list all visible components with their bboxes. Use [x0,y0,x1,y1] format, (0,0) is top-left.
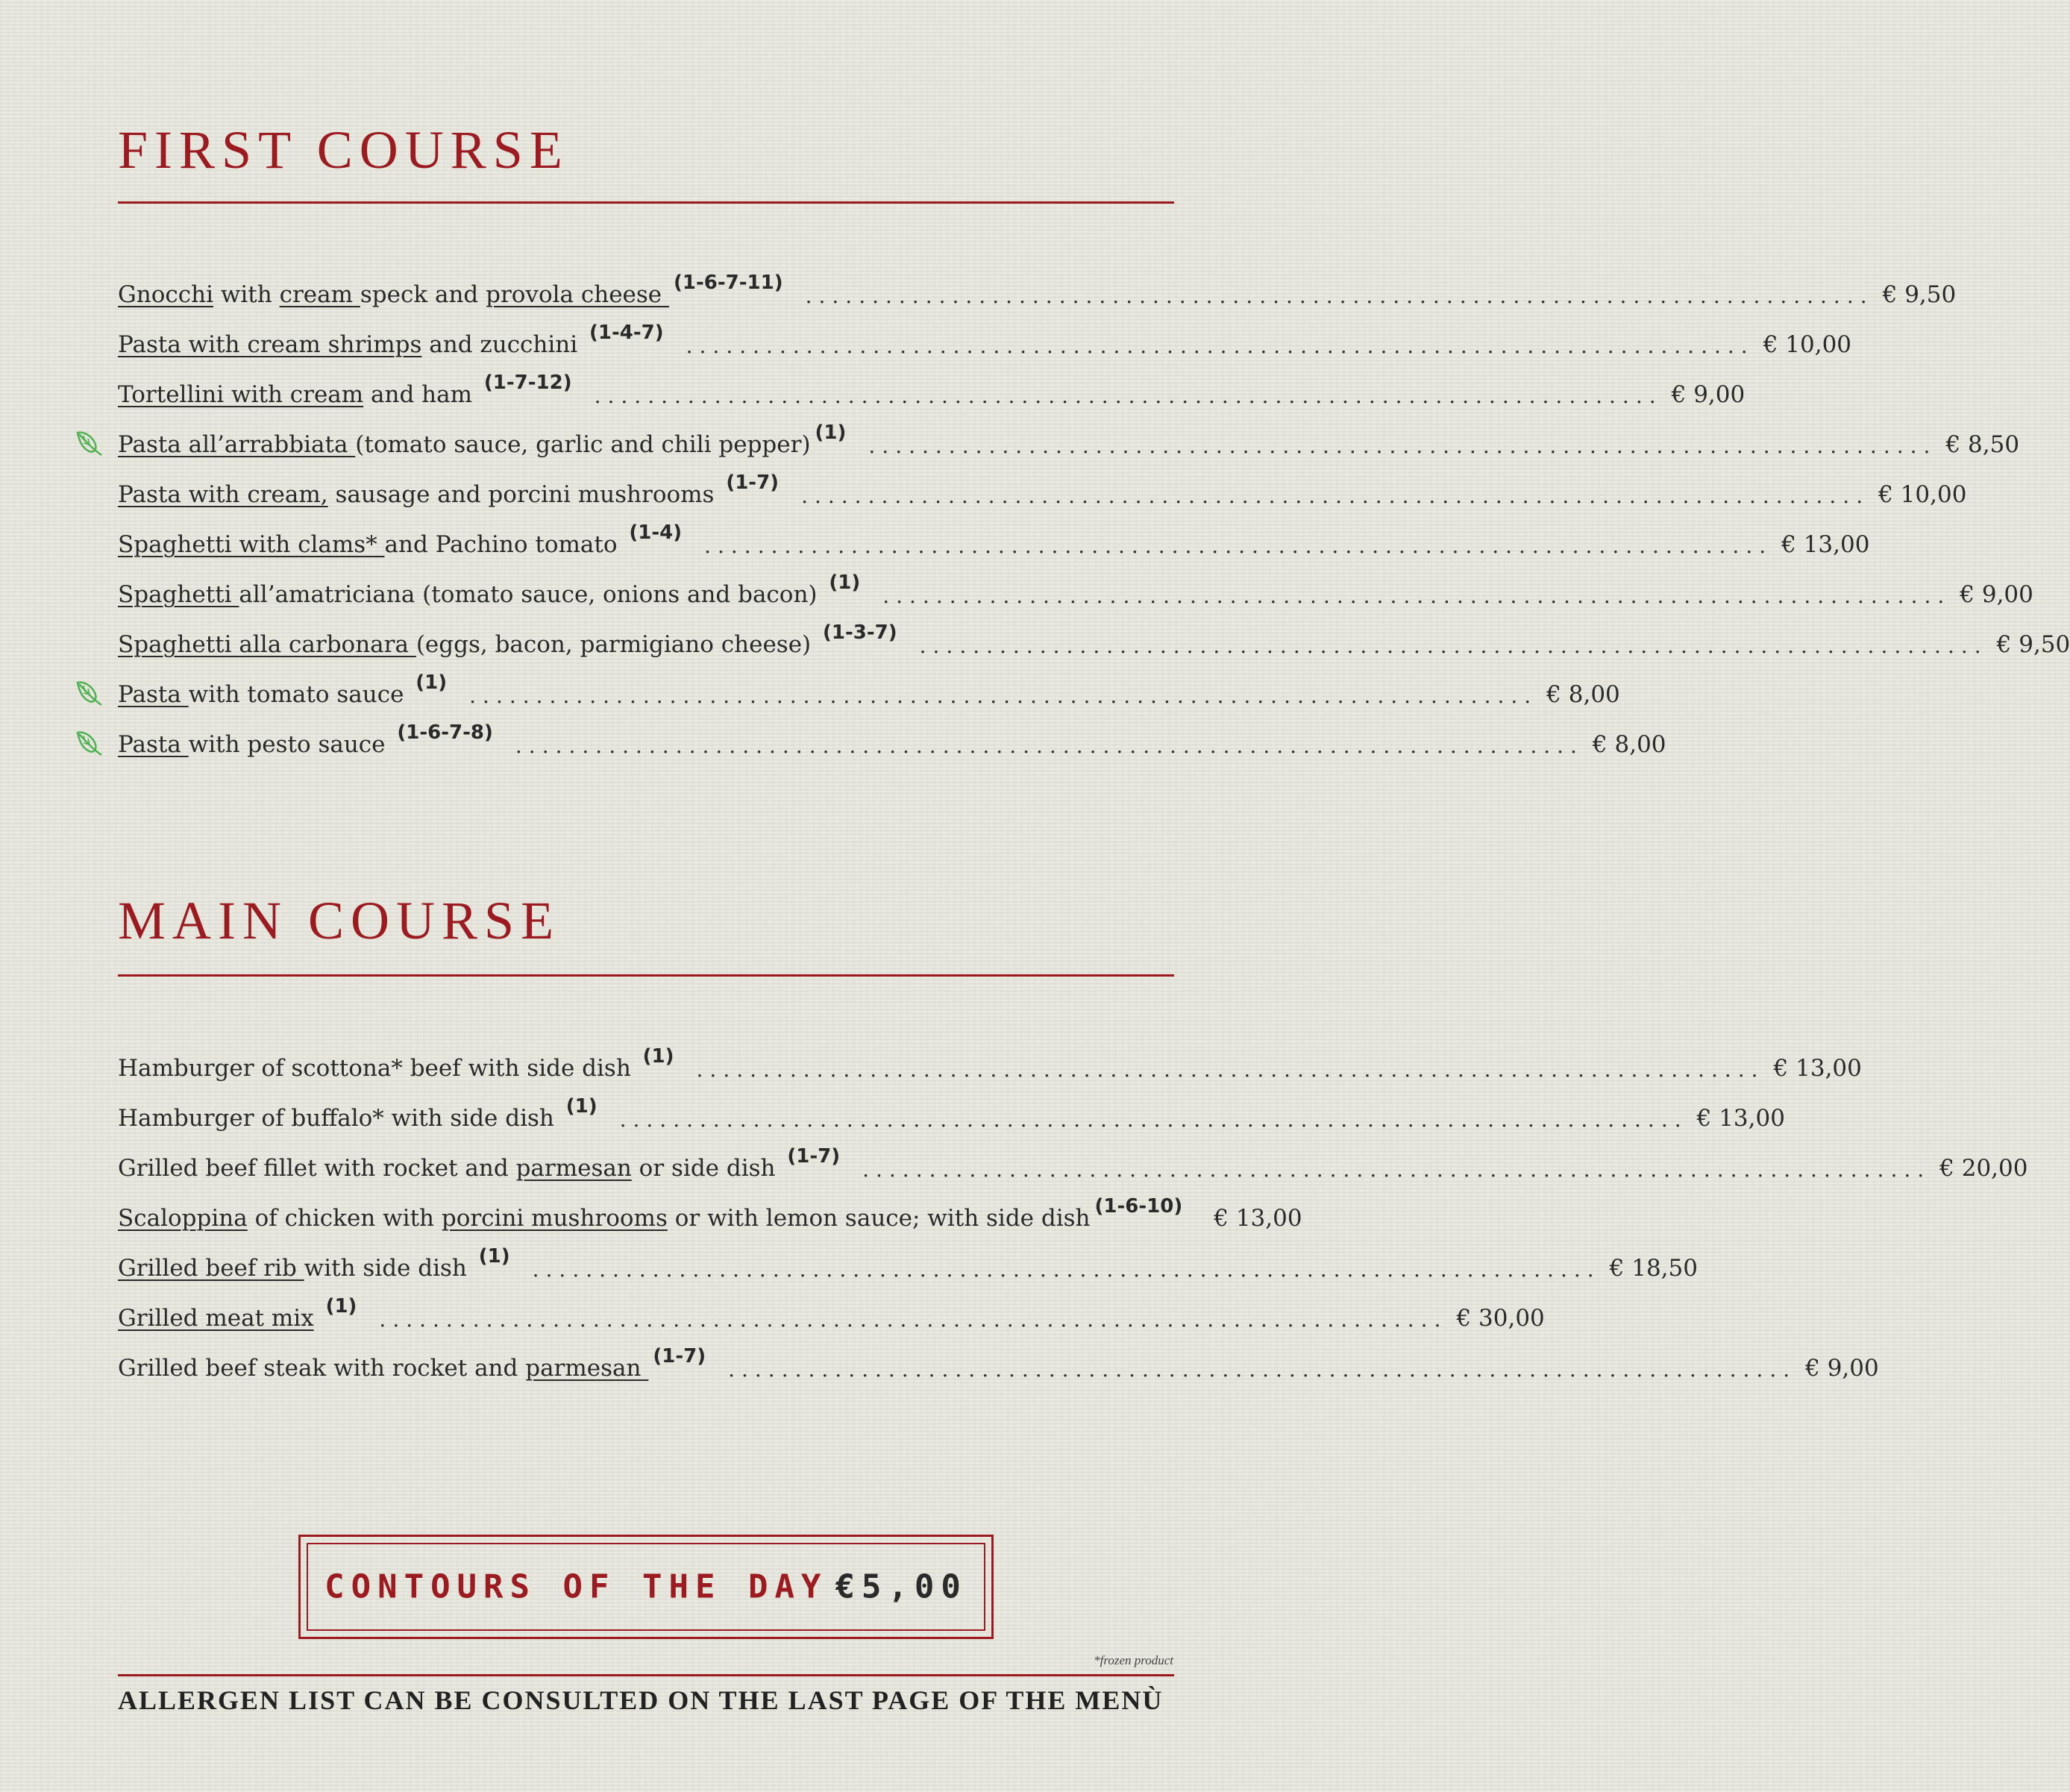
bottom-rule [118,1674,1174,1676]
dish-name [118,1095,598,1136]
dish-name-segment: porcini mushrooms [441,1205,668,1232]
first-course-item [118,413,2020,463]
dish-name-segment: speck and [360,281,486,308]
dish-name [118,272,783,313]
dish-name-segment: Grilled beef rib [118,1255,304,1282]
dish-name-segment: Spaghetti with clams* [118,531,385,558]
dish-name-segment: all’amatriciana (tomato sauce, onions and bacon) [239,581,825,608]
first-course-list [118,263,2070,762]
dish-name-segment: with tomato sauce [188,681,412,708]
dish-name-segment: parmesan [515,1155,632,1182]
contours-of-the-day-box [298,1535,994,1639]
dish-price: € 18,50 [1609,1255,1698,1282]
main-course-item [118,1236,1698,1286]
first-course-item [118,263,1957,313]
dot-leader: ................................................................................ [728,1357,1797,1382]
dish-name [118,571,861,613]
allergen-codes: (1) [478,1245,510,1268]
leaf-icon [75,728,104,758]
dish-name [118,521,683,563]
first-course-item [118,363,1746,413]
allergen-codes: (1-3-7) [823,621,897,644]
leaf-icon [75,678,104,708]
dish-name [118,671,448,712]
dish-name [118,621,897,662]
first-course-item [118,313,1852,363]
dish-price: € 13,00 [1781,531,1870,558]
dish-price: € 8,00 [1592,731,1666,758]
main-course-title: MAIN COURSE [118,891,561,950]
allergen-codes: (1-7) [726,472,780,494]
dish-price: € 9,50 [1996,631,2070,658]
first-course-item [118,613,2070,662]
dish-name-segment: cream [279,281,360,308]
dot-leader: ................................................................................ [469,683,1538,708]
dot-leader: ................................................................................ [619,1107,1688,1132]
dot-leader: ................................................................................ [594,383,1663,408]
allergen-codes: (1-7) [653,1345,706,1368]
dish-name [118,372,572,413]
allergen-codes: (1-4) [629,521,683,544]
dish-price: € 8,00 [1546,681,1620,708]
first-course-item [118,662,1620,712]
dish-name-segment: parmesan [525,1355,649,1382]
dish-name [118,422,847,463]
dish-price: € 9,00 [1805,1355,1879,1382]
first-course-item [118,513,1870,563]
dish-price: € 30,00 [1456,1305,1545,1332]
dish-name-segment: with [213,281,280,308]
allergen-codes: (1) [325,1295,357,1318]
dish-name-segment: and zucchini [421,331,586,358]
dish-name-segment: or side dish [631,1155,783,1182]
dish-name [118,472,780,513]
main-course-item [118,1186,1302,1236]
allergen-codes: (1) [415,671,448,694]
allergen-list-note: ALLERGEN LIST CAN BE CONSULTED ON THE LAST PAGE OF THE MENÙ [118,1685,1164,1715]
dish-name-segment: Pasta with cream, [118,481,328,508]
dish-name-segment: Scaloppina [118,1205,248,1232]
main-course-item [118,1286,1545,1336]
dot-leader: ................................................................................ [919,633,1988,658]
dish-name-segment: Spaghetti [118,581,239,608]
dish-name-segment [314,1305,322,1332]
dot-leader: ................................................................................ [868,433,1937,458]
main-course-rule [118,974,1174,977]
dish-name-segment: Grilled meat mix [118,1305,314,1332]
frozen-product-note: *frozen product [1094,1653,1173,1667]
dish-name-segment: Hamburger of buffalo* with side dish [118,1105,562,1132]
main-course-list [118,1036,2028,1386]
main-course-item [118,1136,2028,1186]
dot-leader: ................................................................................ [704,533,1773,558]
dish-price: € 9,00 [1671,381,1746,408]
dish-name-segment: with side dish [304,1255,474,1282]
dish-name-segment: of chicken with [247,1205,442,1232]
allergen-codes: (1-7-12) [483,372,572,394]
dot-leader: ................................................................................ [379,1307,1448,1332]
dish-name [118,721,493,762]
dish-name [118,1345,706,1386]
allergen-codes: (1-7) [787,1145,841,1168]
dish-name-segment: Gnocchi [118,281,213,308]
dish-price: € 9,00 [1960,581,2033,608]
dot-leader: ................................................................................ [882,583,1951,608]
dot-leader: ................................................................................ [515,733,1584,758]
leaf-icon [75,428,104,458]
main-course-item [118,1036,1862,1086]
contours-price: €5,00 [835,1567,967,1606]
first-course-rule [118,201,1174,204]
dish-price: € 13,00 [1696,1105,1785,1132]
dish-name-segment: Pasta [118,681,189,708]
allergen-codes: (1-4-7) [589,322,664,344]
dish-name-segment: or with lemon sauce; with side dish [667,1205,1091,1232]
main-course-item [118,1086,1785,1136]
contours-of-the-day-text [301,1568,991,1606]
allergen-codes: (1-6-10) [1094,1195,1183,1218]
dish-name-segment: Hamburger of scottona* beef with side dish [118,1055,639,1082]
dot-leader: ................................................................................ [696,1057,1765,1082]
contours-label: CONTOURS OF THE DAY [324,1567,828,1606]
dish-name [118,1245,510,1286]
dish-name [118,1295,357,1336]
dish-name-segment: sausage and porcini mushrooms [327,481,722,508]
dish-name-segment: Pasta with cream shrimps [118,331,422,358]
dish-name-segment: provola cheese [486,281,669,308]
first-course-item [118,463,1967,513]
dish-price: € 20,00 [1939,1155,2028,1182]
dish-name-segment: Tortellini with cream [118,381,364,408]
allergen-codes: (1) [815,422,847,444]
dish-name-segment: (eggs, bacon, parmigiano cheese) [415,631,818,658]
dish-name [118,1195,1183,1236]
allergen-codes: (1) [565,1095,598,1118]
dish-name [118,322,664,363]
dish-name-segment: with pesto sauce [188,731,393,758]
dot-leader: ................................................................................ [686,333,1754,358]
dish-name-segment: Grilled beef steak with rocket and [118,1355,526,1382]
dot-leader: ................................................................................ [805,283,1874,308]
dish-name-segment: and ham [363,381,480,408]
dish-price: € 9,50 [1882,281,1957,308]
dish-name-segment: Pasta all’arrabbiata [118,431,356,458]
allergen-codes: (1-6-7-8) [397,721,493,744]
main-course-item [118,1336,1879,1386]
dish-name-segment: Grilled beef fillet with rocket and [118,1155,516,1182]
dish-name [118,1045,674,1086]
dish-name-segment: Pasta [118,731,189,758]
dot-leader: ................................................................................ [862,1157,1931,1182]
first-course-title: FIRST COURSE [118,120,569,180]
dish-name-segment: (tomato sauce, garlic and chili pepper) [355,431,811,458]
dot-leader: ................................................................................ [532,1257,1601,1282]
allergen-codes: (1) [642,1045,674,1068]
dish-price: € 13,00 [1773,1055,1862,1082]
dot-leader: ................................................................................ [801,483,1870,508]
dish-price: € 8,50 [1945,431,2020,458]
allergen-codes: (1) [829,571,861,594]
first-course-item [118,563,2033,613]
dish-name-segment: and Pachino tomato [384,531,625,558]
dish-price: € 13,00 [1214,1205,1302,1232]
dish-price: € 10,00 [1763,331,1852,358]
dish-price: € 10,00 [1878,481,1967,508]
first-course-item [118,712,1666,762]
dish-name-segment: Spaghetti alla carbonara [118,631,416,658]
dish-name [118,1145,841,1186]
allergen-codes: (1-6-7-11) [674,272,783,294]
